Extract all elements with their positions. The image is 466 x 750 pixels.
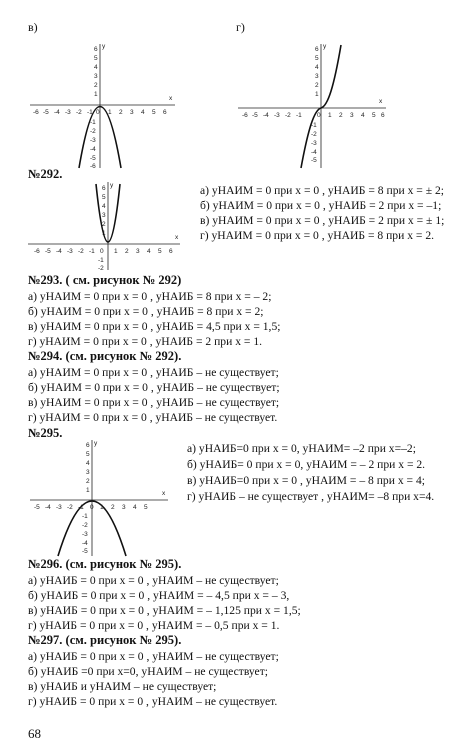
heading-293: №293. ( см. рисунок № 292) bbox=[28, 273, 182, 287]
svg-text:-3: -3 bbox=[274, 112, 280, 119]
svg-text:4: 4 bbox=[315, 64, 319, 71]
svg-text:3: 3 bbox=[130, 109, 134, 116]
svg-text:-1: -1 bbox=[87, 109, 93, 116]
svg-text:3: 3 bbox=[94, 73, 98, 80]
svg-text:4: 4 bbox=[86, 460, 90, 467]
answer-295-b: б) yНАИБ= 0 при x = 0, yНАИМ = – 2 при x = 2. bbox=[187, 458, 426, 471]
svg-text:6: 6 bbox=[163, 109, 167, 116]
svg-text:0: 0 bbox=[90, 504, 94, 511]
svg-text:1: 1 bbox=[86, 487, 90, 494]
heading-295: №295. bbox=[28, 426, 63, 440]
svg-text:4: 4 bbox=[141, 109, 145, 116]
svg-text:-3: -3 bbox=[65, 109, 71, 116]
svg-text:-1: -1 bbox=[82, 513, 88, 520]
answer-294-b: б) yНАИМ = 0 при x = 0 , yНАИБ – не существует; bbox=[28, 381, 280, 394]
svg-text:-5: -5 bbox=[34, 504, 40, 511]
answer-293-b: б) yНАИМ = 0 при x = 0 , yНАИБ = 8 при x = 2; bbox=[28, 305, 264, 318]
svg-text:x: x bbox=[169, 95, 173, 102]
svg-text:y: y bbox=[323, 43, 327, 50]
graph-295 bbox=[30, 438, 170, 558]
svg-text:6: 6 bbox=[94, 46, 98, 53]
svg-text:5: 5 bbox=[152, 109, 156, 116]
answer-293-a: а) yНАИМ = 0 при x = 0 , yНАИБ = 8 при x = – 2; bbox=[28, 290, 272, 303]
svg-text:5: 5 bbox=[315, 55, 319, 62]
svg-text:-4: -4 bbox=[82, 540, 88, 547]
answer-297-b: б) yНАИБ =0 при x=0, yНАИМ – не существует; bbox=[28, 665, 268, 678]
svg-text:2: 2 bbox=[86, 478, 90, 485]
answer-297-g: г) yНАИБ = 0 при x = 0 , yНАИМ – не существует. bbox=[28, 695, 278, 708]
svg-text:-2: -2 bbox=[98, 265, 104, 272]
svg-text:-5: -5 bbox=[82, 548, 88, 555]
svg-text:-2: -2 bbox=[285, 112, 291, 119]
svg-text:1: 1 bbox=[108, 109, 112, 116]
svg-text:3: 3 bbox=[102, 212, 106, 219]
svg-text:2: 2 bbox=[102, 221, 106, 228]
heading-296: №296. (см. рисунок № 295). bbox=[28, 557, 182, 571]
answer-296-v: в) yНАИБ = 0 при x = 0 , yНАИМ = – 1,125 при x = 1,5; bbox=[28, 604, 301, 617]
svg-text:5: 5 bbox=[102, 194, 106, 201]
svg-text:4: 4 bbox=[147, 248, 151, 255]
answer-294-a: а) yНАИМ = 0 при x = 0 , yНАИБ – не существует; bbox=[28, 366, 279, 379]
svg-text:1: 1 bbox=[100, 504, 104, 511]
svg-text:-4: -4 bbox=[90, 146, 96, 153]
svg-text:-2: -2 bbox=[82, 522, 88, 529]
svg-text:-6: -6 bbox=[34, 248, 40, 255]
svg-text:2: 2 bbox=[315, 82, 319, 89]
svg-text:-1: -1 bbox=[89, 248, 95, 255]
svg-text:3: 3 bbox=[350, 112, 354, 119]
svg-text:-3: -3 bbox=[67, 248, 73, 255]
svg-text:1: 1 bbox=[94, 91, 98, 98]
svg-text:6: 6 bbox=[169, 248, 173, 255]
answer-296-a: а) yНАИБ = 0 при x = 0 , yНАИМ – не существует; bbox=[28, 574, 279, 587]
svg-text:6: 6 bbox=[102, 185, 106, 192]
answer-295-v: в) yНАИБ=0 при x = 0 , yНАИМ = – 8 при x = 4; bbox=[187, 474, 425, 487]
svg-text:-6: -6 bbox=[90, 163, 96, 170]
answer-292-a: а) yНАИМ = 0 при x = 0 , yНАИБ = 8 при x = ± 2; bbox=[200, 184, 445, 197]
svg-text:3: 3 bbox=[136, 248, 140, 255]
svg-text:-1: -1 bbox=[98, 257, 104, 264]
svg-text:y: y bbox=[94, 440, 98, 447]
svg-text:-4: -4 bbox=[54, 109, 60, 116]
svg-text:-4: -4 bbox=[311, 149, 317, 156]
svg-text:5: 5 bbox=[94, 55, 98, 62]
heading-297: №297. (см. рисунок № 295). bbox=[28, 633, 182, 647]
svg-text:-1: -1 bbox=[90, 119, 96, 126]
answer-297-v: в) yНАИБ и yНАИМ – не существует; bbox=[28, 680, 217, 693]
svg-text:0: 0 bbox=[100, 248, 104, 255]
svg-text:-5: -5 bbox=[311, 157, 317, 164]
graph-g bbox=[238, 40, 388, 170]
svg-text:5: 5 bbox=[158, 248, 162, 255]
svg-text:-5: -5 bbox=[90, 155, 96, 162]
svg-text:6: 6 bbox=[315, 46, 319, 53]
svg-text:-3: -3 bbox=[311, 140, 317, 147]
svg-text:-5: -5 bbox=[252, 112, 258, 119]
svg-text:2: 2 bbox=[119, 109, 123, 116]
answer-295-g: г) yНАИБ – не существует , yНАИМ= –8 при x=4. bbox=[187, 490, 435, 503]
svg-text:1: 1 bbox=[114, 248, 118, 255]
svg-text:-3: -3 bbox=[82, 531, 88, 538]
svg-text:6: 6 bbox=[86, 442, 90, 449]
heading-294: №294. (см. рисунок № 292). bbox=[28, 349, 182, 363]
svg-text:3: 3 bbox=[315, 73, 319, 80]
svg-text:-2: -2 bbox=[76, 109, 82, 116]
svg-text:-6: -6 bbox=[242, 112, 248, 119]
heading-292: №292. bbox=[28, 167, 63, 181]
svg-text:y: y bbox=[102, 43, 106, 50]
svg-text:-3: -3 bbox=[56, 504, 62, 511]
svg-text:-2: -2 bbox=[90, 128, 96, 135]
svg-text:x: x bbox=[379, 98, 383, 105]
answer-293-v: в) yНАИМ = 0 при x = 0 , yНАИБ = 4,5 при x = 1,5; bbox=[28, 320, 281, 333]
graph-label-g: г) bbox=[236, 20, 245, 34]
svg-text:2: 2 bbox=[111, 504, 115, 511]
svg-text:-2: -2 bbox=[78, 248, 84, 255]
svg-text:5: 5 bbox=[372, 112, 376, 119]
svg-text:5: 5 bbox=[144, 504, 148, 511]
svg-text:3: 3 bbox=[122, 504, 126, 511]
svg-text:-3: -3 bbox=[90, 137, 96, 144]
answer-292-b: б) yНАИМ = 0 при x = 0 , yНАИБ = 2 при x = –1; bbox=[200, 199, 442, 212]
svg-text:2: 2 bbox=[125, 248, 129, 255]
answer-293-g: г) yНАИМ = 0 при x = 0 , yНАИБ = 2 при x = 1. bbox=[28, 335, 263, 348]
answer-294-v: в) yНАИМ = 0 при x = 0 , yНАИБ – не существует; bbox=[28, 396, 280, 409]
svg-text:6: 6 bbox=[381, 112, 385, 119]
svg-text:0: 0 bbox=[317, 112, 321, 119]
svg-text:0: 0 bbox=[96, 109, 100, 116]
svg-text:4: 4 bbox=[94, 64, 98, 71]
graph-label-v: в) bbox=[28, 20, 38, 34]
graph-292 bbox=[28, 180, 183, 272]
svg-text:-5: -5 bbox=[43, 109, 49, 116]
svg-text:-4: -4 bbox=[45, 504, 51, 511]
answer-297-a: а) yНАИБ = 0 при x = 0 , yНАИМ – не существует; bbox=[28, 650, 279, 663]
graph-v bbox=[30, 40, 180, 170]
answer-292-v: в) yНАИМ = 0 при x = 0 , yНАИБ = 2 при x = ± 1; bbox=[200, 214, 445, 227]
answer-294-g: г) yНАИМ = 0 при x = 0 , yНАИБ – не существует. bbox=[28, 411, 278, 424]
svg-text:5: 5 bbox=[86, 451, 90, 458]
svg-text:-2: -2 bbox=[67, 504, 73, 511]
svg-text:-1: -1 bbox=[296, 112, 302, 119]
svg-text:4: 4 bbox=[133, 504, 137, 511]
svg-text:-4: -4 bbox=[263, 112, 269, 119]
svg-text:-6: -6 bbox=[33, 109, 39, 116]
svg-text:1: 1 bbox=[102, 230, 106, 237]
svg-text:3: 3 bbox=[86, 469, 90, 476]
svg-text:-1: -1 bbox=[311, 122, 317, 129]
svg-text:2: 2 bbox=[339, 112, 343, 119]
svg-text:y: y bbox=[110, 182, 114, 189]
svg-text:x: x bbox=[175, 234, 179, 241]
answer-295-a: а) yНАИБ=0 при x = 0, yНАИМ= –2 при x=–2; bbox=[187, 442, 416, 455]
svg-text:4: 4 bbox=[102, 203, 106, 210]
svg-text:2: 2 bbox=[94, 82, 98, 89]
svg-text:4: 4 bbox=[361, 112, 365, 119]
answer-296-b: б) yНАИБ = 0 при x = 0 , yНАИМ = – 4,5 при x = – 3, bbox=[28, 589, 290, 602]
svg-text:1: 1 bbox=[315, 91, 319, 98]
svg-text:1: 1 bbox=[328, 112, 332, 119]
svg-text:-2: -2 bbox=[311, 131, 317, 138]
answer-292-g: г) yНАИМ = 0 при x = 0 , yНАИБ = 8 при x = 2. bbox=[200, 229, 435, 242]
svg-text:-5: -5 bbox=[45, 248, 51, 255]
answer-296-g: г) yНАИБ = 0 при x = 0 , yНАИМ = – 0,5 при x = 1. bbox=[28, 619, 280, 632]
page-number: 68 bbox=[28, 726, 41, 741]
svg-text:-4: -4 bbox=[56, 248, 62, 255]
svg-text:x: x bbox=[162, 490, 166, 497]
svg-text:-1: -1 bbox=[78, 504, 84, 511]
